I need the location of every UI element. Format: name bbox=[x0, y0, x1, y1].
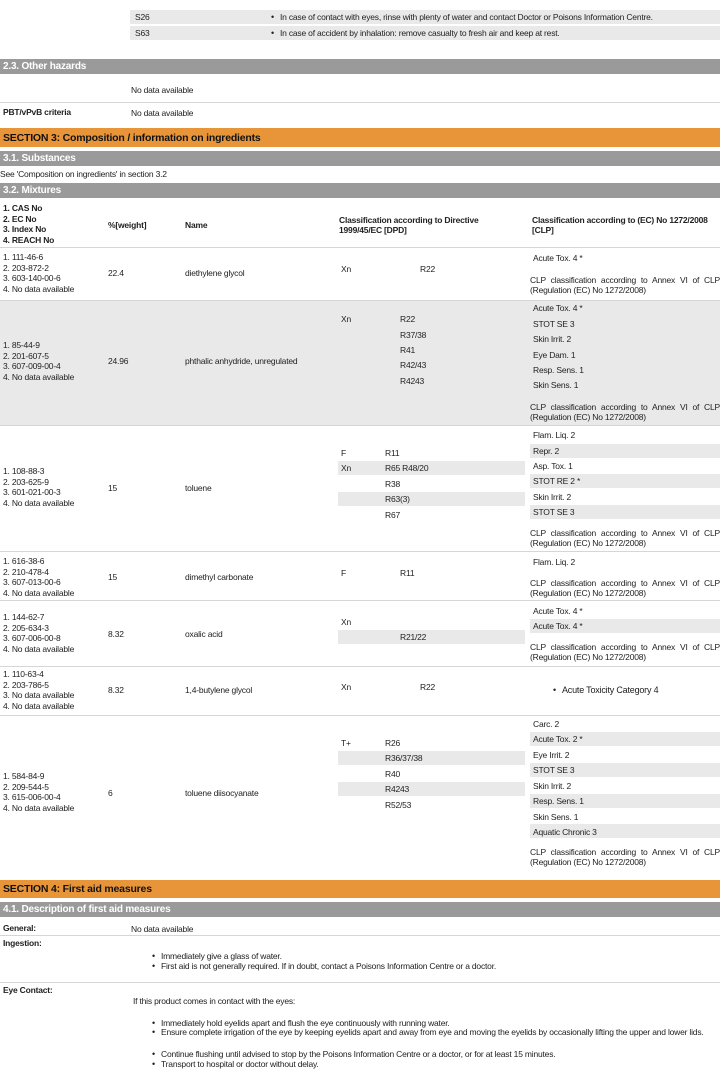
col-clp-header: Classification according to (EC) No 1272/2008 [CLP] bbox=[532, 215, 708, 235]
mixtures-heading: 3.2. Mixtures bbox=[0, 183, 720, 198]
clp-class: Resp. Sens. 1 bbox=[533, 796, 584, 806]
dpd-risk: R65 R48/20 bbox=[385, 463, 429, 473]
ingestion-label: Ingestion: bbox=[3, 938, 42, 948]
dpd-symbol: T+ bbox=[341, 738, 351, 748]
dpd-risk: R36/37/38 bbox=[385, 753, 423, 763]
clp-class: STOT SE 3 bbox=[533, 319, 575, 329]
clp-annex-note: CLP classification according to Annex VI of CLP (Regulation (EC) No 1272/2008) bbox=[530, 402, 720, 422]
clp-class: STOT SE 3 bbox=[533, 507, 575, 517]
ids-cell: 1. 110-63-4 2. 203-786-5 3. No data available 4. No data available bbox=[3, 669, 75, 711]
weight-cell: 15 bbox=[108, 483, 118, 493]
clp-class: STOT RE 2 * bbox=[533, 476, 581, 486]
clp-class: Carc. 2 bbox=[533, 719, 559, 729]
name-cell: diethylene glycol bbox=[185, 268, 245, 278]
dpd-risk: R22 bbox=[420, 264, 435, 274]
risk-code: S63 bbox=[135, 28, 150, 38]
name-cell: phthalic anhydride, unregulated bbox=[185, 356, 298, 366]
no-data-text: No data available bbox=[131, 85, 194, 95]
dpd-risk: R52/53 bbox=[385, 800, 412, 810]
eye-item: • Transport to hospital or doctor without delay. bbox=[161, 1059, 319, 1069]
dpd-risk: R22 bbox=[420, 682, 435, 692]
table-row bbox=[0, 248, 720, 300]
ids-cell: 1. 144-62-7 2. 205-634-3 3. 607-006-00-8 4. No data available bbox=[3, 612, 75, 654]
ids-cell: 1. 111-46-6 2. 203-872-2 3. 603-140-00-6 4. No data available bbox=[3, 252, 75, 294]
clp-class: STOT SE 3 bbox=[533, 765, 575, 775]
dpd-symbol: Xn bbox=[341, 264, 351, 274]
clp-class: Skin Sens. 1 bbox=[533, 380, 579, 390]
weight-cell: 22.4 bbox=[108, 268, 124, 278]
eye-contact-label: Eye Contact: bbox=[3, 985, 53, 995]
table-row bbox=[0, 552, 720, 600]
weight-cell: 6 bbox=[108, 788, 113, 798]
clp-annex-note: CLP classification according to Annex VI of CLP (Regulation (EC) No 1272/2008) bbox=[530, 578, 720, 598]
dpd-symbol: Xn bbox=[341, 463, 351, 473]
dpd-symbol: F bbox=[341, 448, 346, 458]
other-hazards-heading: 2.3. Other hazards bbox=[0, 59, 720, 74]
general-label: General: bbox=[3, 923, 36, 933]
ids-cell: 1. 108-88-3 2. 203-625-9 3. 601-021-00-3 4. No data available bbox=[3, 466, 75, 508]
dpd-risk: R26 bbox=[385, 738, 400, 748]
substances-heading: 3.1. Substances bbox=[0, 151, 720, 166]
col-dpd-header: Classification according to Directive 1999/45/EC [DPD] bbox=[339, 215, 479, 235]
ids-cell: 1. 584-84-9 2. 209-544-5 3. 615-006-00-4 4. No data available bbox=[3, 771, 75, 813]
clp-class: Skin Irrit. 2 bbox=[533, 492, 572, 502]
section4-heading: SECTION 4: First aid measures bbox=[0, 880, 720, 898]
first-aid-heading: 4.1. Description of first aid measures bbox=[0, 902, 720, 917]
clp-class: Acute Tox. 4 * bbox=[533, 253, 583, 263]
clp-annex-note: CLP classification according to Annex VI of CLP (Regulation (EC) No 1272/2008) bbox=[530, 642, 720, 662]
weight-cell: 8.32 bbox=[108, 629, 124, 639]
col-name-header: Name bbox=[185, 220, 208, 230]
section3-heading: SECTION 3: Composition / information on ingredients bbox=[0, 128, 720, 147]
clp-class: Eye Dam. 1 bbox=[533, 350, 576, 360]
risk-text: • In case of accident by inhalation: remove casualty to fresh air and keep at rest. bbox=[280, 28, 560, 38]
clp-class: Skin Irrit. 2 bbox=[533, 334, 572, 344]
dpd-risk: R42/43 bbox=[400, 360, 427, 370]
dpd-risk: R63(3) bbox=[385, 494, 410, 504]
clp-class: Flam. Liq. 2 bbox=[533, 557, 576, 567]
name-cell: toluene bbox=[185, 483, 212, 493]
ingestion-item: • First aid is not generally required. If in doubt, contact a Poisons Information Centre or a doctor. bbox=[161, 961, 496, 971]
clp-class: Eye Irrit. 2 bbox=[533, 750, 570, 760]
clp-class: • Acute Toxicity Category 4 bbox=[562, 685, 658, 695]
table-row bbox=[0, 667, 720, 715]
weight-cell: 24.96 bbox=[108, 356, 129, 366]
clp-class: Repr. 2 bbox=[533, 446, 560, 456]
clp-annex-note: CLP classification according to Annex VI of CLP (Regulation (EC) No 1272/2008) bbox=[530, 528, 720, 548]
weight-cell: 15 bbox=[108, 572, 118, 582]
clp-class: Skin Sens. 1 bbox=[533, 812, 579, 822]
eye-item: • Immediately hold eyelids apart and flush the eye continuously with running water. bbox=[161, 1018, 450, 1028]
table-row bbox=[0, 426, 720, 550]
clp-annex-note: CLP classification according to Annex VI of CLP (Regulation (EC) No 1272/2008) bbox=[530, 275, 720, 295]
dpd-risk: R4243 bbox=[400, 376, 425, 386]
dpd-risk: R40 bbox=[385, 769, 400, 779]
general-value: No data available bbox=[131, 924, 194, 934]
clp-class: Asp. Tox. 1 bbox=[533, 461, 573, 471]
clp-class: Acute Tox. 4 * bbox=[533, 606, 583, 616]
name-cell: oxalic acid bbox=[185, 629, 223, 639]
col-weight-header: %[weight] bbox=[108, 220, 147, 230]
dpd-risk: R11 bbox=[385, 448, 400, 458]
dpd-risk: R37/38 bbox=[400, 330, 427, 340]
risk-code: S26 bbox=[135, 12, 150, 22]
dpd-symbol: F bbox=[341, 568, 346, 578]
weight-cell: 8.32 bbox=[108, 685, 124, 695]
risk-text: • In case of contact with eyes, rinse with plenty of water and contact Doctor or Poisons Information Centre. bbox=[280, 12, 653, 22]
table-row bbox=[0, 716, 720, 876]
dpd-risk: R41 bbox=[400, 345, 415, 355]
eye-item: • Continue flushing until advised to stop by the Poisons Information Centre or a doctor, or for at least 15 minutes. bbox=[161, 1049, 555, 1059]
name-cell: 1,4-butylene glycol bbox=[185, 685, 253, 695]
clp-class: Acute Tox. 4 * bbox=[533, 621, 583, 631]
dpd-symbol: Xn bbox=[341, 682, 351, 692]
table-row bbox=[0, 601, 720, 665]
ids-cell: 1. 616-38-6 2. 210-478-4 3. 607-013-00-6 4. No data available bbox=[3, 556, 75, 598]
clp-class: Acute Tox. 2 * bbox=[533, 734, 583, 744]
dpd-symbol: Xn bbox=[341, 617, 351, 627]
dpd-risk: R11 bbox=[400, 568, 415, 578]
dpd-symbol: Xn bbox=[341, 314, 351, 324]
eye-item: • Ensure complete irrigation of the eye by keeping eyelids apart and away from eye and moving the eyelids by occasionally lifting the upper and lower lids. bbox=[161, 1027, 719, 1037]
clp-class: Resp. Sens. 1 bbox=[533, 365, 584, 375]
clp-annex-note: CLP classification according to Annex VI of CLP (Regulation (EC) No 1272/2008) bbox=[530, 847, 720, 867]
dpd-risk: R4243 bbox=[385, 784, 410, 794]
clp-class: Skin Irrit. 2 bbox=[533, 781, 572, 791]
name-cell: dimethyl carbonate bbox=[185, 572, 254, 582]
clp-class: Aquatic Chronic 3 bbox=[533, 827, 597, 837]
clp-class: Acute Tox. 4 * bbox=[533, 303, 583, 313]
dpd-risk: R67 bbox=[385, 510, 400, 520]
eye-intro: If this product comes in contact with the eyes: bbox=[133, 996, 296, 1006]
pbt-label: PBT/vPvB criteria bbox=[3, 107, 71, 117]
name-cell: toluene diisocyanate bbox=[185, 788, 259, 798]
dpd-risk: R38 bbox=[385, 479, 400, 489]
ids-cell: 1. 85-44-9 2. 201-607-5 3. 607-009-00-4 4. No data available bbox=[3, 340, 75, 382]
table-row bbox=[0, 301, 720, 425]
substances-note: See 'Composition on ingredients' in section 3.2 bbox=[0, 169, 167, 179]
dpd-risk: R22 bbox=[400, 314, 415, 324]
dpd-risk: R21/22 bbox=[400, 632, 427, 642]
col-ids-header: 1. CAS No 2. EC No 3. Index No 4. REACH No bbox=[3, 203, 55, 245]
clp-class: Flam. Liq. 2 bbox=[533, 430, 576, 440]
ingestion-item: • Immediately give a glass of water. bbox=[161, 951, 282, 961]
pbt-value: No data available bbox=[131, 108, 194, 118]
